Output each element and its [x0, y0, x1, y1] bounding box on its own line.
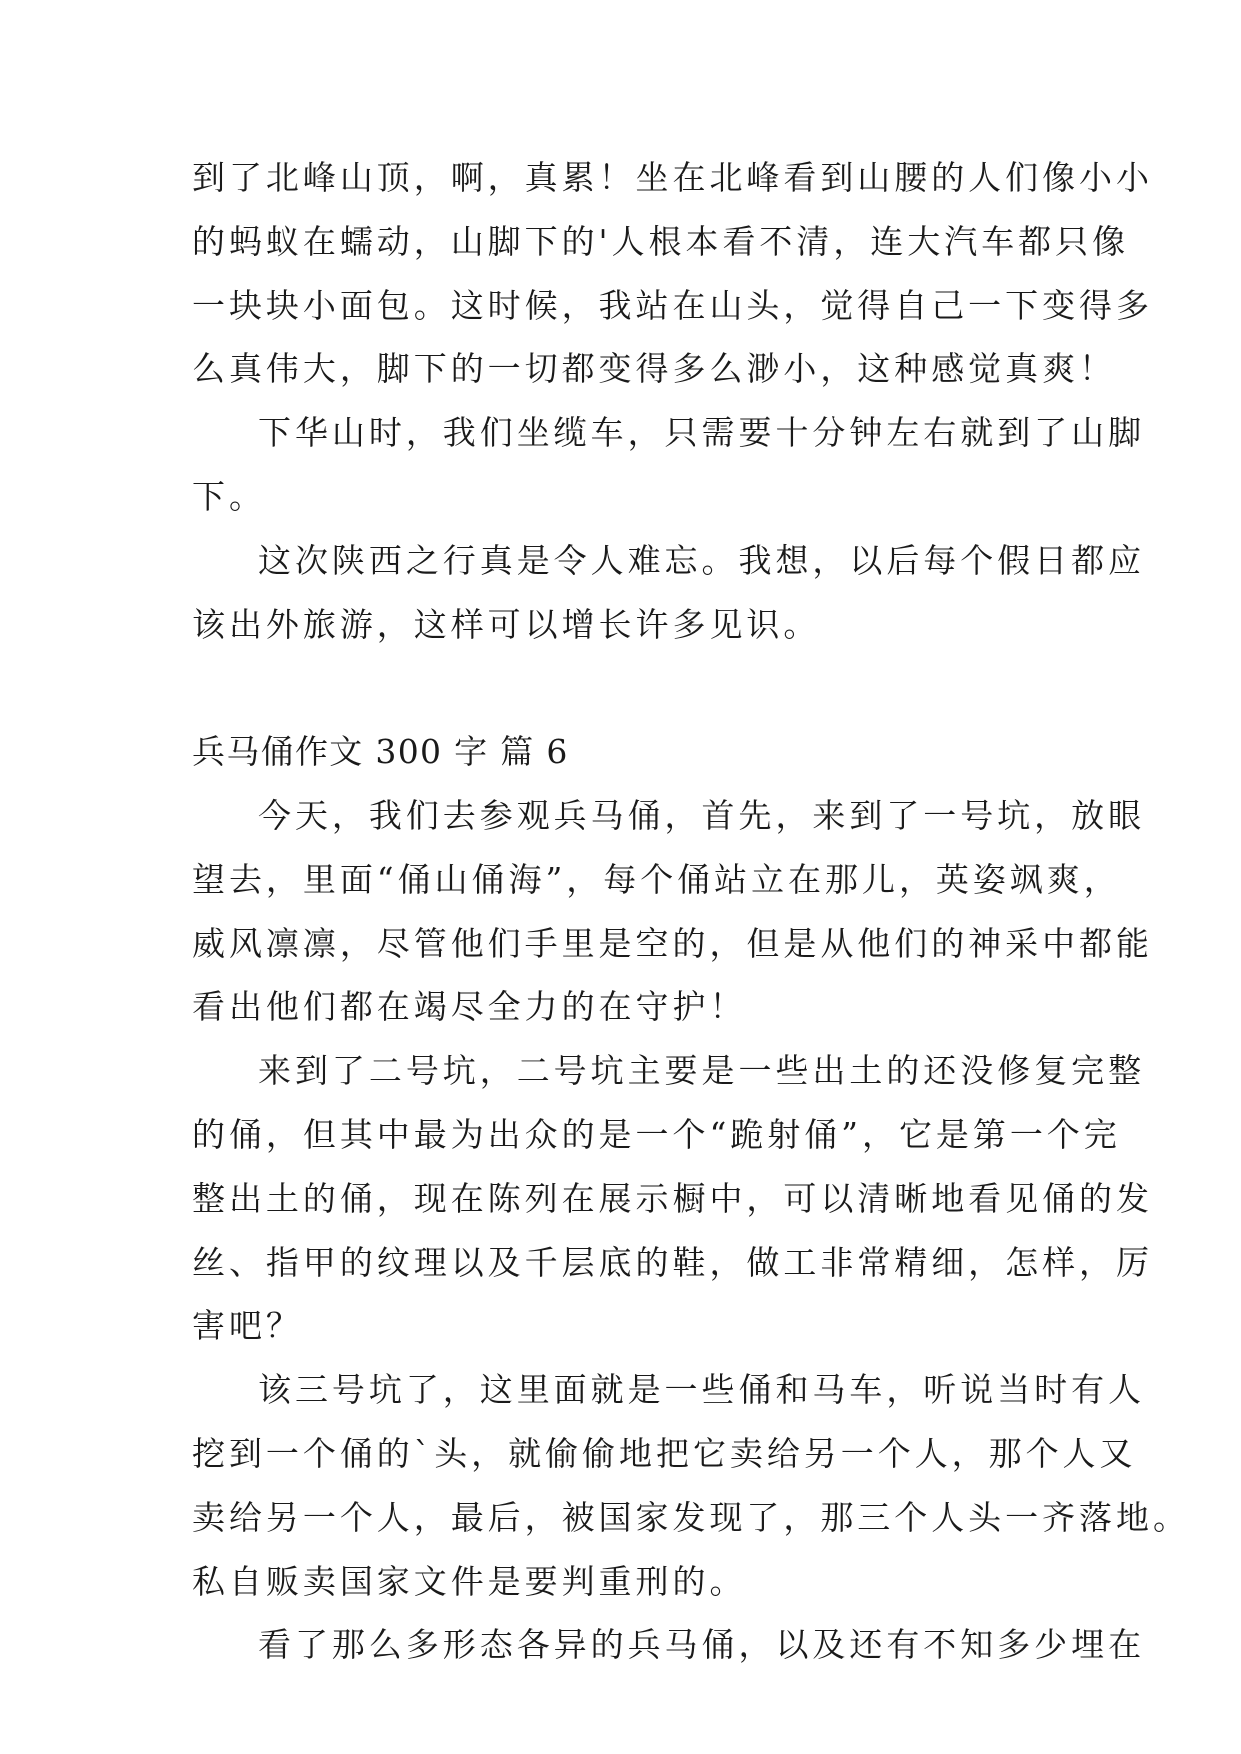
text-line: 挖到一个俑的`头，就偷偷地把它卖给另一个人，那个人又	[192, 1433, 1137, 1473]
text-line: 卖给另一个人，最后，被国家发现了，那三个人头一齐落地。	[192, 1497, 1190, 1537]
text-line: 的蚂蚁在蠕动，山脚下的'人根本看不清，连大汽车都只像	[192, 221, 1130, 261]
text-line: 私自贩卖国家文件是要判重刑的。	[192, 1561, 747, 1601]
text-line: 下华山时，我们坐缆车，只需要十分钟左右就到了山脚	[258, 413, 1146, 453]
text-line: 看出他们都在竭尽全力的在守护！	[192, 987, 747, 1027]
text-line: 害吧？	[192, 1306, 303, 1346]
text-line: 下。	[192, 476, 266, 516]
text-line: 威风凛凛，尽管他们手里是空的，但是从他们的神采中都能	[192, 923, 1153, 963]
text-line: 一块块小面包。这时候，我站在山头，觉得自己一下变得多	[192, 285, 1153, 325]
document-page	[192, 146, 1190, 1677]
paragraph-cable-car	[192, 401, 1146, 529]
section-heading: 兵马俑作文 300 字 篇 6	[192, 732, 569, 772]
text-line: 么真伟大，脚下的一切都变得多么渺小，这种感觉真爽！	[192, 349, 1116, 389]
paragraph-north-peak	[192, 146, 1153, 401]
text-line: 到了北峰山顶，啊，真累！坐在北峰看到山腰的人们像小小	[192, 158, 1153, 197]
text-line: 今天，我们去参观兵马俑，首先，来到了一号坑，放眼	[258, 795, 1146, 835]
section-gap	[192, 656, 1060, 720]
text-line: 望去，里面“俑山俑海”，每个俑站立在那儿，英姿飒爽，	[192, 859, 1121, 899]
text-line: 看了那么多形态各异的兵马俑，以及还有不知多少埋在	[258, 1625, 1146, 1665]
text-line: 该三号坑了，这里面就是一些俑和马车，听说当时有人	[258, 1370, 1146, 1410]
text-line: 的俑，但其中最为出众的是一个“跪射俑”，它是第一个完	[192, 1114, 1121, 1154]
paragraph-pit-one	[192, 784, 1153, 1039]
text-line: 这次陕西之行真是令人难忘。我想，以后每个假日都应	[258, 540, 1146, 580]
text-line: 来到了二号坑，二号坑主要是一些出土的还没修复完整	[258, 1051, 1146, 1091]
paragraph-closing	[192, 1613, 1146, 1677]
text-line: 丝、指甲的纹理以及千层底的鞋，做工非常精细，怎样，厉	[192, 1242, 1153, 1282]
text-line: 该出外旅游，这样可以增长许多见识。	[192, 604, 821, 644]
paragraph-pit-three	[192, 1358, 1190, 1613]
paragraph-trip-summary	[192, 529, 1146, 657]
paragraph-pit-two	[192, 1039, 1153, 1358]
text-line: 整出土的俑，现在陈列在展示橱中，可以清晰地看见俑的发	[192, 1178, 1153, 1218]
